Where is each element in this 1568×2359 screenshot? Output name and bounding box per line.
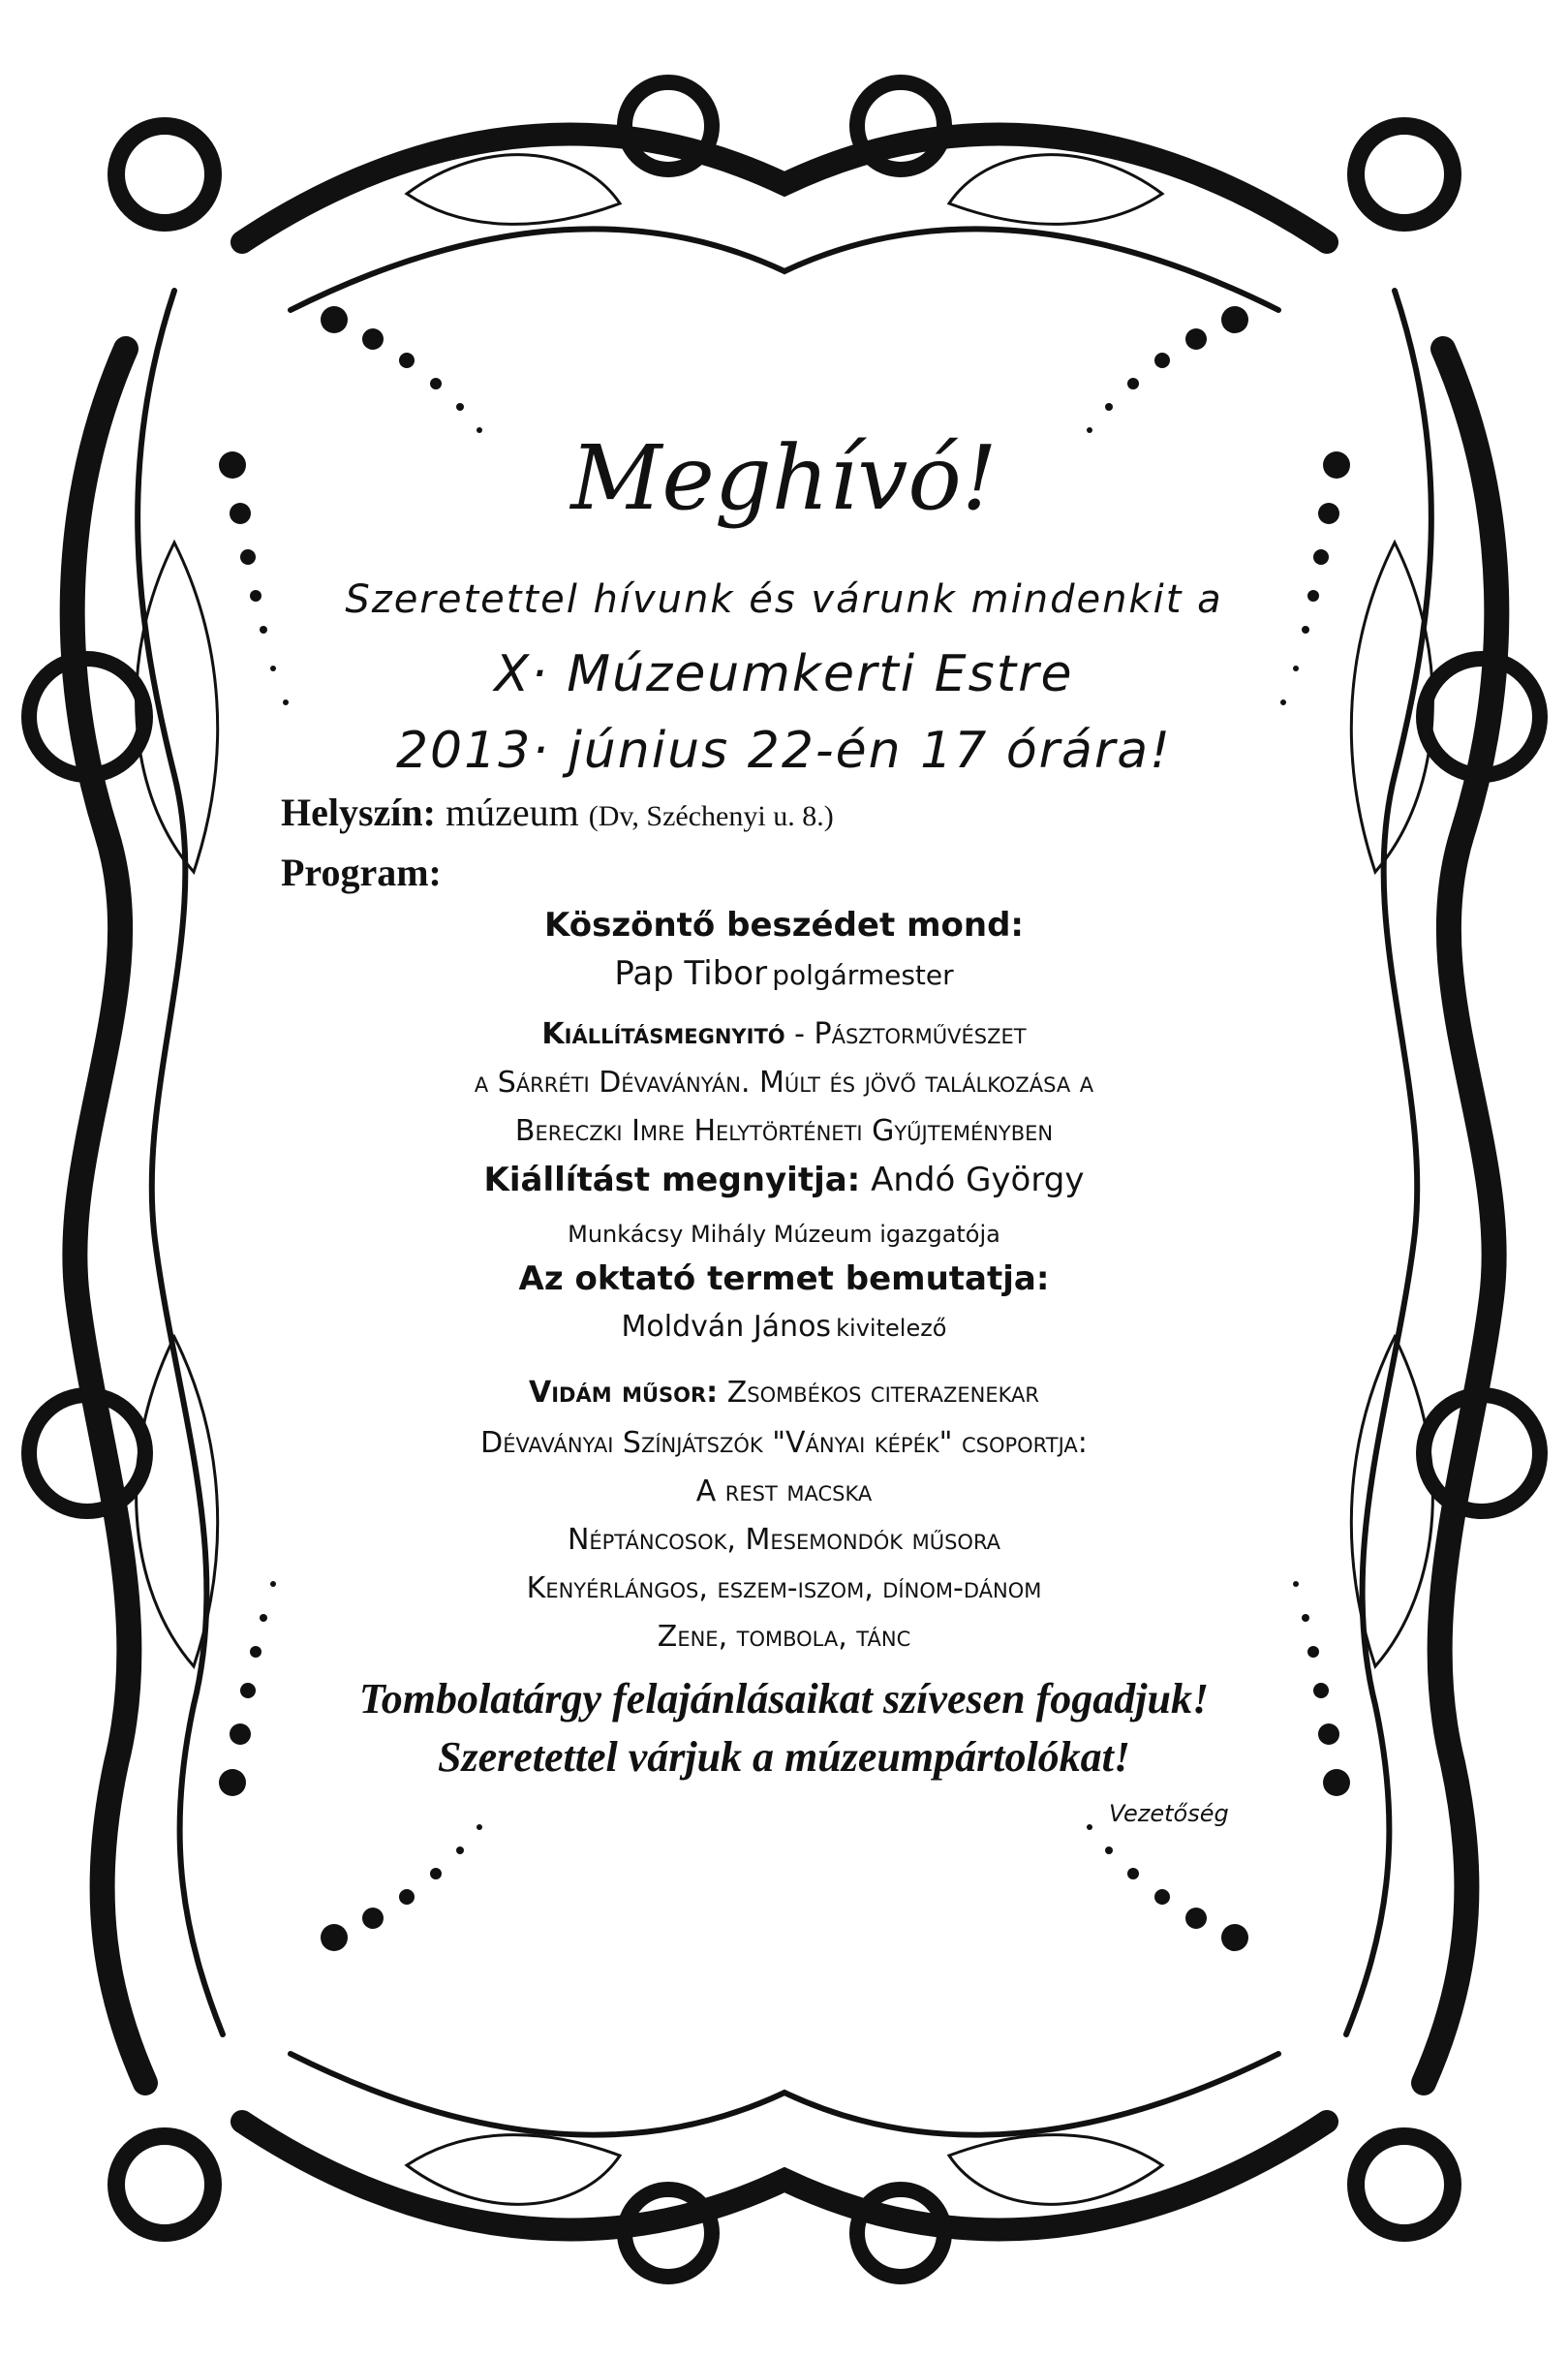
exhibition-line-1 — [0, 1017, 1568, 1051]
venue-label: Helyszín: — [281, 791, 436, 834]
invitation-line-3: 2013· június 22-én 17 órára! — [395, 722, 1173, 780]
greeting-role: polgármester — [772, 959, 954, 991]
fun-line-4: Néptáncosok, Mesemondók műsora — [567, 1523, 1001, 1557]
fun-heading: Vidám műsor: — [529, 1376, 719, 1410]
opener-name: Andó György — [860, 1161, 1085, 1199]
greeting-heading: Köszöntő beszédet mond: — [543, 906, 1025, 945]
venue-address: (Dv, Széchenyi u. 8.) — [588, 800, 834, 832]
exhibition-line-3: Bereczki Imre Helytörténeti Gyűjteményben — [514, 1114, 1054, 1148]
fun-line-3: A rest macska — [695, 1474, 873, 1508]
signature: Vezetőség — [1109, 1800, 1229, 1827]
exhibition-title: Kiállításmegnyitó — [541, 1017, 785, 1051]
greeting-name: Pap Tibor — [614, 954, 768, 993]
venue-line — [281, 790, 834, 835]
greeting-line — [0, 954, 1568, 993]
closing-line-2: Szeretettel várjuk a múzeumpártolókat! — [437, 1733, 1131, 1781]
fun-line-1 — [0, 1376, 1568, 1410]
fun-line-5: Kenyérlángos, eszem-iszom, dínom-dánom — [526, 1571, 1042, 1605]
exhibition-line-2: a Sárréti Dévaványán. Múlt és jövő találkozása a — [474, 1066, 1094, 1100]
fun-line-6: Zene, tombola, tánc — [657, 1620, 911, 1654]
invitation-line-1: Szeretettel hívunk és várunk mindenkit a — [345, 577, 1223, 622]
invitation-line-2: X· Múzeumkerti Estre — [494, 645, 1074, 703]
classroom-heading: Az oktató termet bemutatja: — [518, 1259, 1050, 1298]
classroom-name: Moldván János — [621, 1310, 832, 1344]
fun-band: Zsombékos citerazenekar — [718, 1376, 1039, 1410]
opener-line — [0, 1161, 1568, 1199]
opener-role: Munkácsy Mihály Múzeum igazgatója — [568, 1221, 1000, 1248]
classroom-role: kivitelező — [836, 1315, 947, 1342]
closing-line-1: Tombolatárgy felajánlásaikat szívesen fogadjuk! — [358, 1675, 1210, 1723]
fun-line-2: Dévaványai Színjátszók "Ványai képék" csoportja: — [480, 1426, 1088, 1460]
classroom-line — [0, 1310, 1568, 1344]
opener-heading: Kiállítást megnyitja: — [483, 1161, 861, 1199]
venue-value: múzeum — [445, 791, 579, 834]
exhibition-subtitle: - Pásztorművészet — [784, 1017, 1027, 1051]
page-title: Meghívó! — [570, 426, 998, 530]
program-label: Program: — [281, 851, 442, 894]
